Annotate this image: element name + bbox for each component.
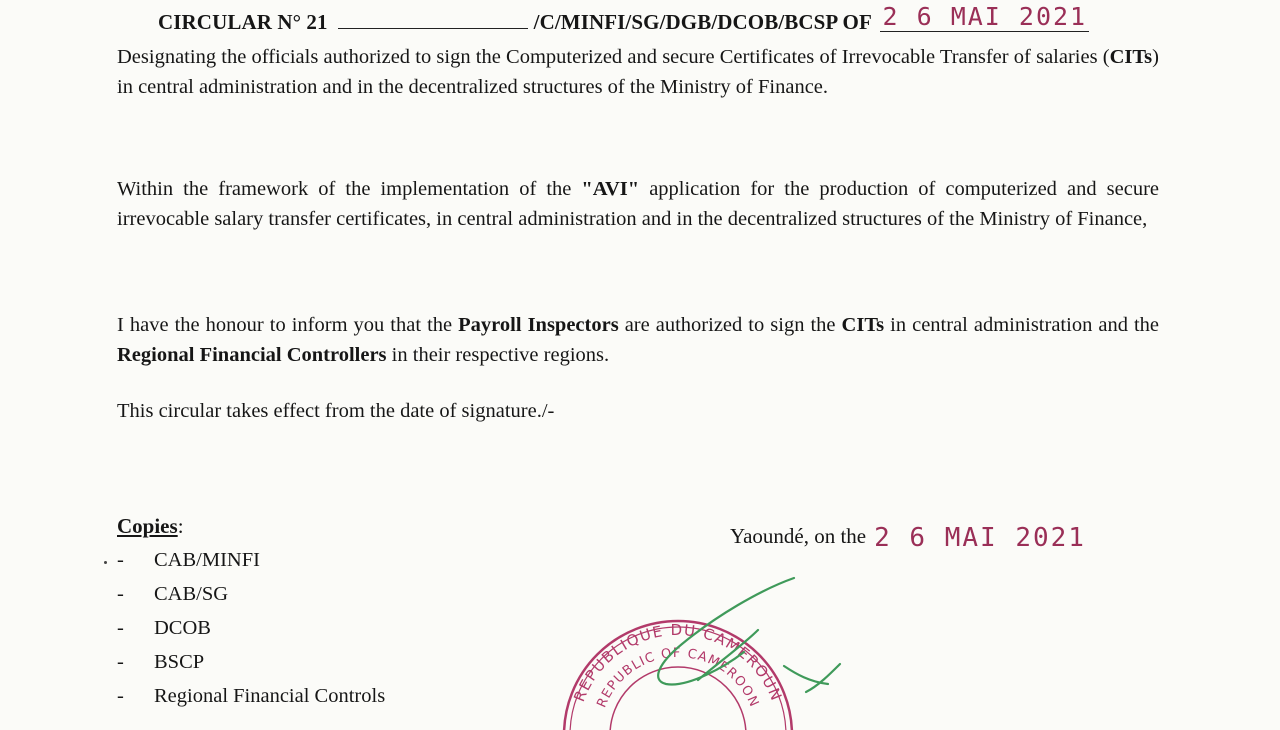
list-item xyxy=(117,611,385,645)
framework-text-1: Within the framework of the implementation of the xyxy=(117,178,582,200)
list-bullet: - xyxy=(117,685,124,707)
copies-heading: Copies xyxy=(117,514,178,538)
inform-payroll-inspectors: Payroll Inspectors xyxy=(458,314,619,336)
list-item xyxy=(117,543,385,577)
inform-text-4: in their respective regions. xyxy=(386,344,610,366)
subject-text-1: Designating the officials authorized to sign the Computerized and secure Certificates of Irrevocable Transfer of salaries ( xyxy=(117,46,1110,68)
list-item-label: DCOB xyxy=(154,617,211,639)
seal-outer-text: REPUBLIQUE DU CAMEROUN xyxy=(570,620,786,705)
framework-avi: "AVI" xyxy=(581,178,640,200)
header-date-stamp: 2 6 MAI 2021 xyxy=(882,2,1088,31)
list-item xyxy=(117,679,385,713)
list-item xyxy=(117,645,385,679)
inform-cits: CITs xyxy=(841,314,885,336)
list-item-label: BSCP xyxy=(154,651,205,673)
list-item-label: CAB/SG xyxy=(154,583,229,605)
list-bullet: - xyxy=(117,583,124,605)
inform-text-2: are authorized to sign the xyxy=(618,314,842,336)
list-bullet: - xyxy=(117,617,124,639)
list-item-label: Regional Financial Controls xyxy=(154,685,386,707)
scan-speck xyxy=(104,561,107,564)
framework-text-2: application for the production of computerized and secure irrevocable salary transfer certificates, in central administration and in the decentralized structures of the Ministry of Finance, xyxy=(117,178,1159,230)
list-bullet: - xyxy=(117,651,124,673)
circular-title xyxy=(158,2,1089,36)
copies-colon: : xyxy=(177,514,184,538)
inform-paragraph xyxy=(117,310,1159,370)
place-and-date xyxy=(730,520,1086,553)
blank-line xyxy=(338,12,528,29)
effect-paragraph: This circular takes effect from the date of signature./- xyxy=(117,400,555,422)
inform-text-3: in central administration and the xyxy=(884,314,1160,336)
inform-regional-controllers: Regional Financial Controllers xyxy=(117,344,387,366)
seal-inner-text: REPUBLIC OF CAMEROON xyxy=(594,645,762,710)
signature-date-stamp: 2 6 MAI 2021 xyxy=(874,523,1086,553)
subject-paragraph xyxy=(117,42,1159,102)
subject-text-2: ) in central administration and in the decentralized structures of the Ministry of Finance. xyxy=(117,46,1159,98)
inform-text-1: I have the honour to inform you that the xyxy=(117,314,459,336)
framework-paragraph xyxy=(117,174,1159,234)
copies-section xyxy=(117,514,385,713)
list-bullet: - xyxy=(117,549,124,571)
list-item xyxy=(117,577,385,611)
subject-cits: CITs xyxy=(1109,46,1153,68)
place-label: Yaoundé, on the xyxy=(730,524,867,548)
list-item-label: CAB/MINFI xyxy=(154,549,260,571)
circular-number: CIRCULAR N° 21 xyxy=(158,10,328,34)
circular-reference: /C/MINFI/SG/DGB/DCOB/BCSP OF xyxy=(533,10,872,34)
official-seal-stamp xyxy=(548,570,868,730)
copies-list xyxy=(117,543,385,713)
